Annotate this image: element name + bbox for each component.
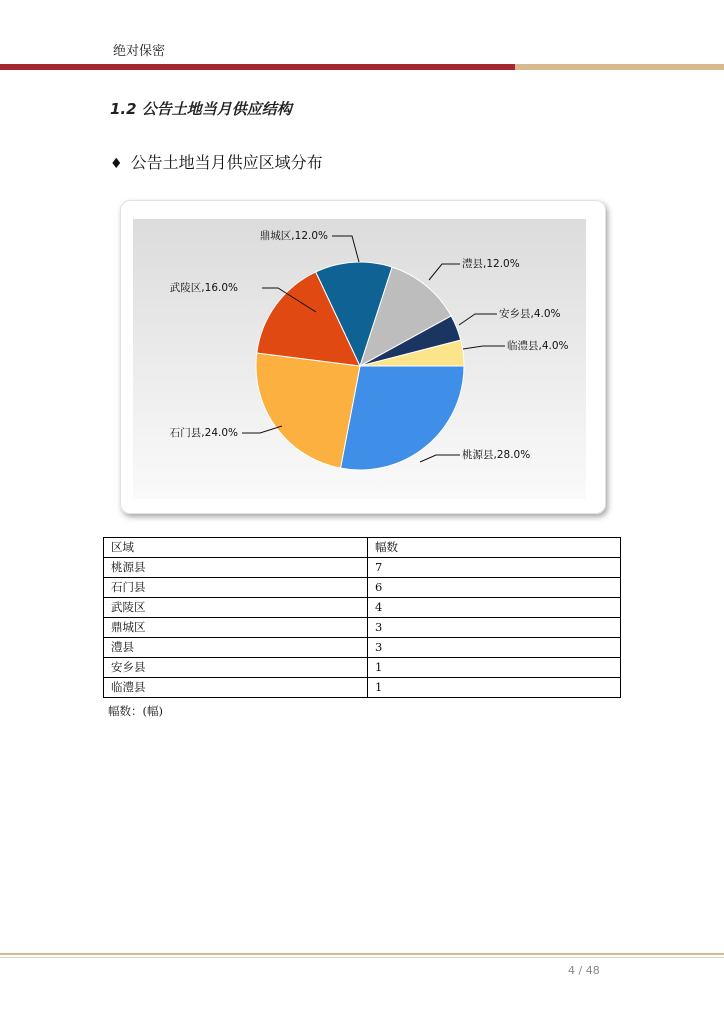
table-cell: 桃源县 — [104, 558, 368, 578]
table-unit-note: 幅数：(幅) — [108, 704, 163, 718]
table-cell: 3 — [368, 638, 621, 658]
slice-label-6: 临澧县,4.0% — [507, 340, 569, 352]
table-row — [104, 618, 621, 638]
header-bar-red — [0, 64, 515, 70]
sub-heading-text: 公告土地当月供应区域分布 — [130, 153, 323, 172]
slice-label-4: 澧县,12.0% — [462, 258, 520, 270]
table-row — [104, 638, 621, 658]
table-row — [104, 658, 621, 678]
table-row — [104, 578, 621, 598]
table-cell: 1 — [368, 678, 621, 698]
header-bar-tan — [515, 64, 724, 70]
table-cell: 6 — [368, 578, 621, 598]
table-cell: 武陵区 — [104, 598, 368, 618]
slice-label-3: 鼎城区,12.0% — [259, 230, 328, 242]
table-cell: 临澧县 — [104, 678, 368, 698]
pie-chart — [120, 200, 606, 514]
table-header-row — [104, 538, 621, 558]
data-table — [103, 537, 621, 698]
slice-label-5: 安乡县,4.0% — [499, 308, 561, 320]
table-cell: 1 — [368, 658, 621, 678]
page-number: 4 / 48 — [568, 964, 600, 977]
table-header-cell: 幅数 — [368, 538, 621, 558]
table-row — [104, 678, 621, 698]
footer-line-thin — [0, 957, 724, 958]
pie-chart-panel — [120, 200, 606, 514]
sub-heading — [110, 150, 323, 173]
table-cell: 7 — [368, 558, 621, 578]
diamond-bullet-icon: ♦ — [110, 156, 123, 172]
section-heading: 1.2 公告土地当月供应结构 — [110, 100, 292, 118]
table-cell: 安乡县 — [104, 658, 368, 678]
header-title: 绝对保密 — [113, 44, 166, 59]
table-row — [104, 598, 621, 618]
slice-label-0: 桃源县,28.0% — [462, 449, 531, 461]
footer-line — [0, 953, 724, 955]
slice-label-1: 石门县,24.0% — [169, 427, 238, 439]
table-cell: 3 — [368, 618, 621, 638]
slice-label-2: 武陵区,16.0% — [169, 282, 238, 294]
table-header-cell: 区域 — [104, 538, 368, 558]
table-cell: 澧县 — [104, 638, 368, 658]
table-row — [104, 558, 621, 578]
table-cell: 4 — [368, 598, 621, 618]
table-cell: 石门县 — [104, 578, 368, 598]
table-cell: 鼎城区 — [104, 618, 368, 638]
